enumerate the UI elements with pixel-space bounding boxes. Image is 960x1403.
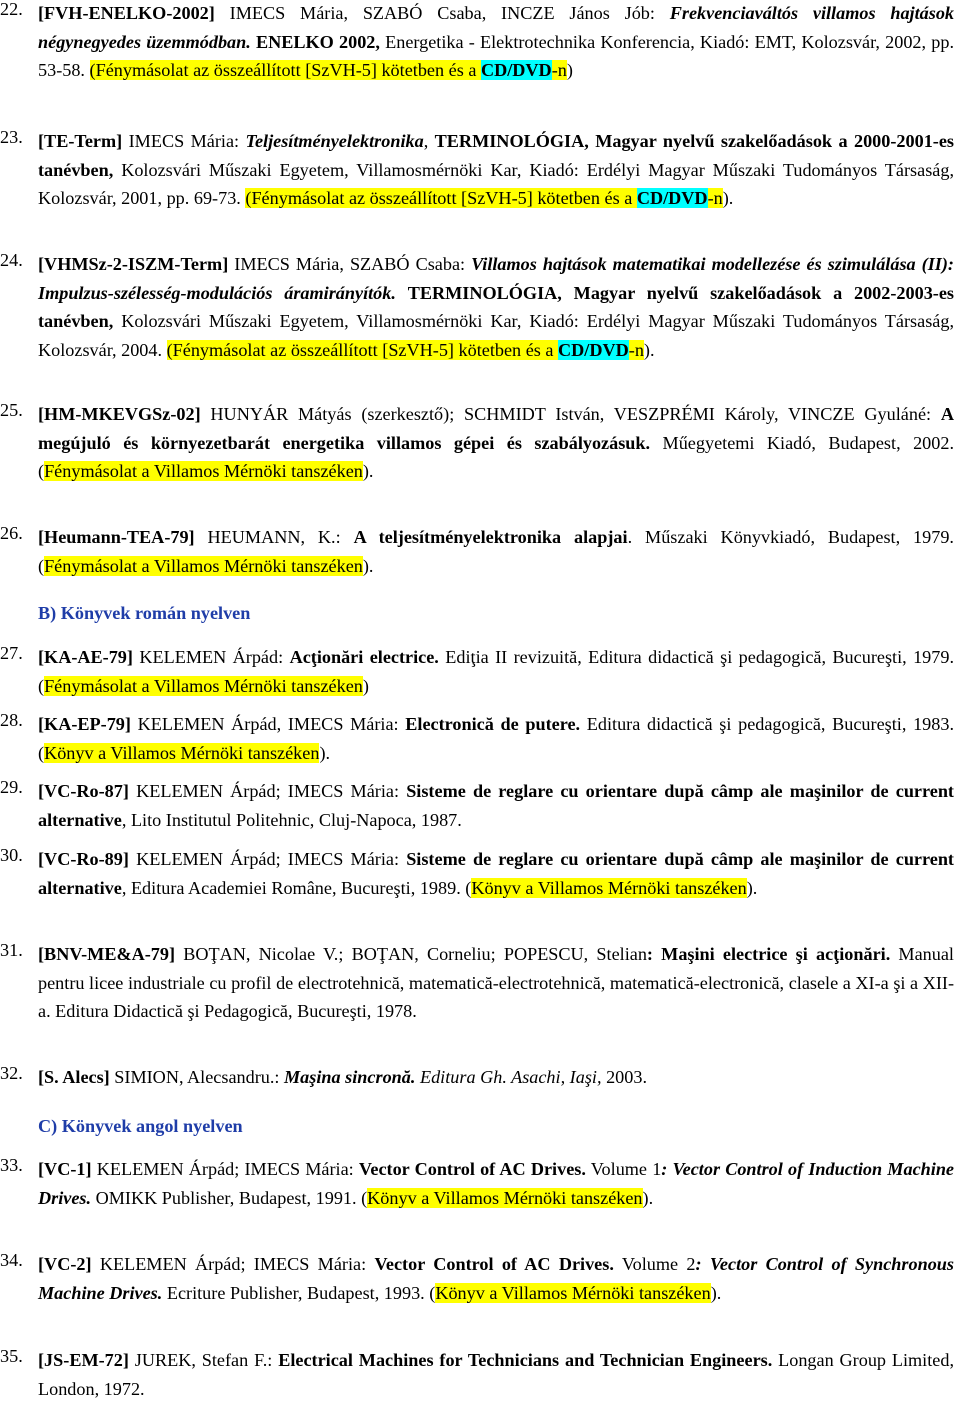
reference-number: 22. [0, 0, 23, 19]
highlight: Fénymásolat a Villamos Mérnöki tanszéken [44, 675, 363, 696]
reference-31 [0, 940, 954, 1026]
reference-text: [Heumann-TEA-79] HEUMANN, K.: A teljesítményelektronika alapjai. Műszaki Könyvkiadó, Budapest, 1979. (Fénymásolat a Villamos Mérnöki tanszéken). [38, 527, 954, 576]
reference-33 [0, 1155, 954, 1212]
reference-text: [VHMSz-2-ISZM-Term] IMECS Mária, SZABÓ Csaba: Villamos hajtások matematikai modellezése és szimulálása (II): Impulzus-szélesség-modulációs áramirányítók. TERMINOLÓGIA, Magyar nyelvű szakelőadások a 2002-2003-es tanévben, Kolozsvári Műszaki Egyetem, Villamosmérnöki Kar, Kiadó: Erdélyi Magyar Műszaki Tudományos Társaság, Kolozsvár, 2004. (Fénymásolat az összeállított [SzVH-5] kötetben és a CD/DVD-n). [38, 254, 954, 360]
reference-24 [0, 250, 954, 364]
reference-text: [VC-Ro-89] KELEMEN Árpád; IMECS Mária: Sisteme de reglare cu orientare după câmp ale maşinilor de current alternative, Editura Academiei Române, Bucureşti, 1989. (Könyv a Villamos Mérnöki tanszéken). [38, 849, 954, 898]
reference-text: [JS-EM-72] JUREK, Stefan F.: Electrical Machines for Technicians and Technician Engineers. Longan Group Limited, London, 1972. [38, 1350, 954, 1399]
reference-number: 30. [0, 845, 23, 865]
reference-number: 32. [0, 1063, 23, 1083]
reference-text: [KA-AE-79] KELEMEN Árpád: Acţionări electrice. Ediţia II revizuită, Editura didactică şi pedagogică, Bucureşti, 1979. (Fénymásolat a Villamos Mérnöki tanszéken) [38, 647, 954, 696]
reference-text: [S. Alecs] SIMION, Alecsandru.: Maşina sincronă. Editura Gh. Asachi, Iaşi, 2003. [38, 1067, 647, 1087]
reference-number: 25. [0, 400, 23, 420]
reference-number: 27. [0, 643, 23, 663]
reference-text: [FVH-ENELKO-2002] IMECS Mária, SZABÓ Csaba, INCZE János Jób: Frekvenciaváltós villamos hajtások négynegyedes üzemmódban. ENELKO 2002, Energetika - Elektrotechnika Konferencia, Kiadó: EMT, Kolozsvár, 2002, pp. 53-58. (Fénymásolat az összeállított [SzVH-5] kötetben és a CD/DVD-n) [38, 3, 955, 80]
reference-number: 28. [0, 710, 23, 730]
reference-text: [HM-MKEVGSz-02] HUNYÁR Mátyás (szerkesztő); SCHMIDT István, VESZPRÉMI Károly, VINCZE Gyuláné: A megújuló és környezetbarát energetika villamos gépei és szabályozásuk. Műegyetemi Kiadó, Budapest, 2002. (Fénymásolat a Villamos Mérnöki tanszéken). [38, 404, 954, 481]
highlight-cd: CD/DVD [480, 60, 552, 80]
reference-32 [0, 1063, 954, 1092]
reference-text: [KA-EP-79] KELEMEN Árpád, IMECS Mária: Electronică de putere. Editura didactică şi pedagogică, Bucureşti, 1983. (Könyv a Villamos Mérnöki tanszéken). [38, 714, 954, 763]
highlight: Könyv a Villamos Mérnöki tanszéken [471, 877, 747, 898]
highlight-cd: CD/DVD [558, 339, 629, 360]
highlight: Könyv a Villamos Mérnöki tanszéken [44, 742, 320, 763]
reference-text: [TE-Term] IMECS Mária: Teljesítményelektronika, TERMINOLÓGIA, Magyar nyelvű szakelőadások a 2000-2001-es tanévben, Kolozsvári Műszaki Egyetem, Villamosmérnöki Kar, Kiadó: Erdélyi Magyar Műszaki Tudományos Társaság, Kolozsvár, 2001, pp. 69-73. (Fénymásolat az összeállított [SzVH-5] kötetben és a CD/DVD-n). [38, 131, 954, 208]
reference-23 [0, 127, 954, 213]
reference-27 [0, 643, 954, 700]
reference-number: 31. [0, 940, 23, 960]
highlight: Könyv a Villamos Mérnöki tanszéken [435, 1282, 711, 1303]
reference-number: 33. [0, 1155, 23, 1175]
reference-25 [0, 400, 954, 486]
reference-number: 24. [0, 250, 23, 270]
reference-text: [VC-Ro-87] KELEMEN Árpád; IMECS Mária: Sisteme de reglare cu orientare după câmp ale maşinilor de current alternative, Lito Institutul Politehnic, Cluj-Napoca, 1987. [38, 781, 954, 830]
reference-text: [VC-1] KELEMEN Árpád; IMECS Mária: Vector Control of AC Drives. Volume 1: Vector Control of Induction Machine Drives. OMIKK Publisher, Budapest, 1991. (Könyv a Villamos Mérnöki tanszéken). [38, 1159, 954, 1208]
reference-number: 34. [0, 1250, 23, 1270]
section-heading-romanian: B) Könyvek román nyelven [38, 603, 251, 623]
highlight-cd: CD/DVD [636, 188, 708, 208]
reference-number: 29. [0, 777, 23, 797]
reference-number: 35. [0, 1346, 23, 1366]
highlight: Fénymásolat a Villamos Mérnöki tanszéken [44, 555, 363, 576]
highlight: (Fénymásolat az összeállított [SzVH-5] kötetben és a [245, 188, 637, 208]
reference-number: 26. [0, 523, 23, 543]
reference-number: 23. [0, 127, 23, 147]
highlight: Könyv a Villamos Mérnöki tanszéken [367, 1187, 643, 1208]
highlight: (Fénymásolat az összeállított [SzVH-5] kötetben és a [89, 60, 481, 80]
reference-text: [VC-2] KELEMEN Árpád; IMECS Mária: Vector Control of AC Drives. Volume 2: Vector Control of Synchronous Machine Drives. Ecriture Publisher, Budapest, 1993. (Könyv a Villamos Mérnöki tanszéken). [38, 1254, 954, 1303]
reference-28 [0, 710, 954, 767]
reference-22 [0, 0, 954, 85]
reference-30 [0, 845, 954, 902]
section-heading-english: C) Könyvek angol nyelven [38, 1116, 243, 1136]
reference-35 [0, 1346, 954, 1403]
reference-text: [BNV-ME&A-79] BOŢAN, Nicolae V.; BOŢAN, Corneliu; POPESCU, Stelian: Maşini electrice şi acţionări. Manual pentru licee industriale cu profil de electrotehnică, matematică-electrotehnică, matematică-electronică, clasele a XI-a şi a XII-a. Editura Didactică şi Pedagogică, Bucureşti, 1978. [38, 944, 954, 1021]
reference-34 [0, 1250, 954, 1307]
reference-26 [0, 523, 954, 580]
highlight: (Fénymásolat az összeállított [SzVH-5] kötetben és a [166, 339, 559, 360]
reference-29 [0, 777, 954, 834]
highlight: Fénymásolat a Villamos Mérnöki tanszéken [44, 461, 363, 481]
